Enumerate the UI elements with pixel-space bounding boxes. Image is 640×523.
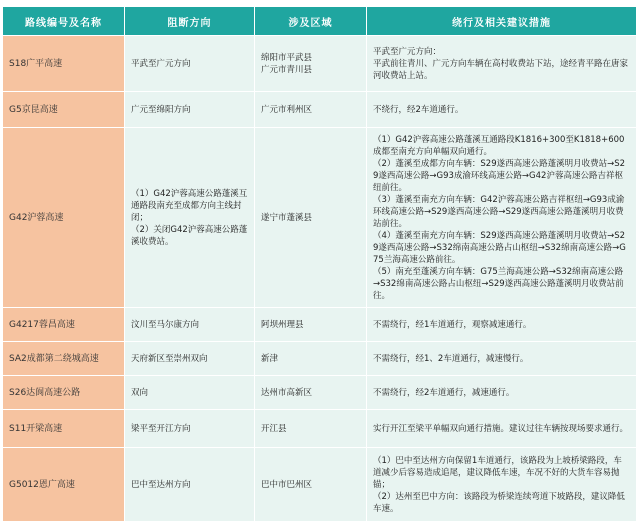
detour-cell: 不需绕行，经2车道通行，减速通行。: [367, 376, 637, 410]
table-row: [3, 342, 637, 376]
area-cell: 新津: [255, 342, 367, 376]
detour-cell: 实行开江至梁平单幅双向通行措施。建议过往车辆按现场要求通行。: [367, 410, 637, 448]
table-row: [3, 410, 637, 448]
table-row: [3, 308, 637, 342]
detour-cell: （1）巴中至达州方向保留1车道通行，该路段为上坡桥梁路段，车道减少后容易造成追尾，建议降低车速，车况不好的大货车容易抛锚； （2）达州至巴中方向：该路段为桥梁连续弯道下坡路段，建议降低车速。: [367, 448, 637, 522]
route-cell: G42沪蓉高速: [3, 128, 125, 308]
header-direction: 阻断方向: [125, 7, 255, 36]
table-row: [3, 376, 637, 410]
route-cell: G4217蓉昌高速: [3, 308, 125, 342]
header-route: 路线编号及名称: [3, 7, 125, 36]
direction-cell: （1）G42沪蓉高速公路蓬溪互通路段南充至成都方向主线封闭； （2）关闭G42沪蓉高速公路蓬溪收费站。: [125, 128, 255, 308]
area-cell: 巴中市巴州区: [255, 448, 367, 522]
direction-cell: 梁平至开江方向: [125, 410, 255, 448]
area-cell: 阿坝州理县: [255, 308, 367, 342]
road-closure-table: [2, 6, 637, 522]
table-row: [3, 448, 637, 522]
direction-cell: 双向: [125, 376, 255, 410]
direction-cell: 巴中至达州方向: [125, 448, 255, 522]
detour-cell: （1）G42沪蓉高速公路蓬溪互通路段K1816+300至K1818+600成都至南充方向单幅双向通行。 （2）蓬溪至成都方向车辆：S29遂西高速公路蓬溪明月收费站→S29遂西高速公路→G93成渝环线高速公路→G42沪蓉高速公路吉祥枢纽前往。 （3）蓬溪至南充方向车辆：G42沪蓉高速公路吉祥枢纽→G93成渝环线高速公路→S29遂西高速公路→S29遂西高速公路蓬溪明月收费站前往。 （4）蓬溪至南充方向车辆：S29遂西高速公路蓬溪明月收费站→S29遂西高速公路→S32绵南高速公路占山枢纽→S32绵南高速公路→G75兰海高速公路前往。 （5）南充至蓬溪方向车辆：G75兰海高速公路→S32绵南高速公路→S32绵南高速公路占山枢纽→S29遂西高速公路蓬溪明月收费站前往。: [367, 128, 637, 308]
route-cell: S18广平高速: [3, 36, 125, 92]
direction-cell: 平武至广元方向: [125, 36, 255, 92]
table-header-row: [3, 7, 637, 36]
area-cell: 广元市利州区: [255, 92, 367, 128]
detour-cell: 平武至广元方向： 平武前往青川、广元方向车辆在高村收费站下站，途经青平路在唐家河收费站上站。: [367, 36, 637, 92]
table-row: [3, 92, 637, 128]
detour-cell: 不需绕行，经1、2车道通行，减速慢行。: [367, 342, 637, 376]
direction-cell: 天府新区至崇州双向: [125, 342, 255, 376]
table-row: [3, 128, 637, 308]
detour-cell: 不需绕行，经1车道通行，观察减速通行。: [367, 308, 637, 342]
direction-cell: 汶川至马尔康方向: [125, 308, 255, 342]
header-detour: 绕行及相关建议措施: [367, 7, 637, 36]
detour-cell: 不绕行，经2车道通行。: [367, 92, 637, 128]
direction-cell: 广元至绵阳方向: [125, 92, 255, 128]
area-cell: 绵阳市平武县 广元市青川县: [255, 36, 367, 92]
table-row: [3, 36, 637, 92]
route-cell: G5京昆高速: [3, 92, 125, 128]
area-cell: 开江县: [255, 410, 367, 448]
route-cell: G5012恩广高速: [3, 448, 125, 522]
header-area: 涉及区域: [255, 7, 367, 36]
route-cell: S26达阆高速公路: [3, 376, 125, 410]
area-cell: 遂宁市蓬溪县: [255, 128, 367, 308]
closure-table-wrapper: [2, 6, 636, 520]
area-cell: 达州市高新区: [255, 376, 367, 410]
route-cell: S11开梁高速: [3, 410, 125, 448]
route-cell: SA2成都第二绕城高速: [3, 342, 125, 376]
